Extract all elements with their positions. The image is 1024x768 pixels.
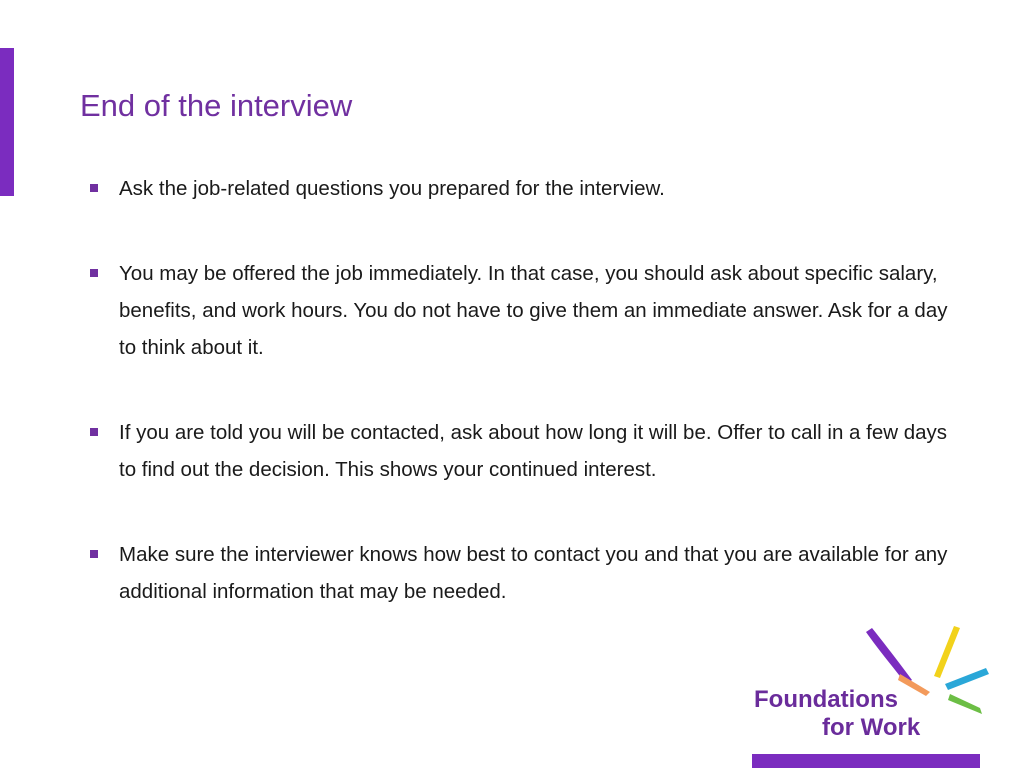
square-bullet-icon: [90, 269, 98, 277]
bullet-item: [88, 414, 968, 488]
bullet-item: [88, 255, 968, 366]
ray-yellow: [934, 626, 960, 678]
logo-line-1: Foundations: [754, 686, 898, 713]
ray-green: [948, 694, 982, 714]
bullet-text: Make sure the interviewer knows how best to contact you and that you are available for any additional information that may be needed.: [119, 543, 948, 603]
logo-underline-bar: [752, 754, 980, 768]
slide-title: End of the interview: [80, 88, 353, 123]
bullet-text: Ask the job-related questions you prepared for the interview.: [119, 177, 665, 200]
ray-purple: [866, 628, 912, 684]
left-accent-bar: [0, 48, 14, 196]
foundations-for-work-logo: [748, 618, 1008, 768]
ray-blue: [945, 668, 989, 690]
logo-line-2: for Work: [822, 714, 921, 741]
square-bullet-icon: [90, 428, 98, 436]
square-bullet-icon: [90, 184, 98, 192]
logo-wordmark: [754, 686, 920, 742]
square-bullet-icon: [90, 550, 98, 558]
bullet-list: [88, 170, 968, 610]
bullet-text: You may be offered the job immediately. In that case, you should ask about specific salary, benefits, and work hours. You do not have to give them an immediate answer. Ask for a day to think about it.: [119, 262, 948, 359]
bullet-item: [88, 536, 968, 610]
bullet-item: [88, 170, 968, 207]
bullet-text: If you are told you will be contacted, ask about how long it will be. Offer to call in a few days to find out the decision. This shows your continued interest.: [119, 421, 948, 481]
